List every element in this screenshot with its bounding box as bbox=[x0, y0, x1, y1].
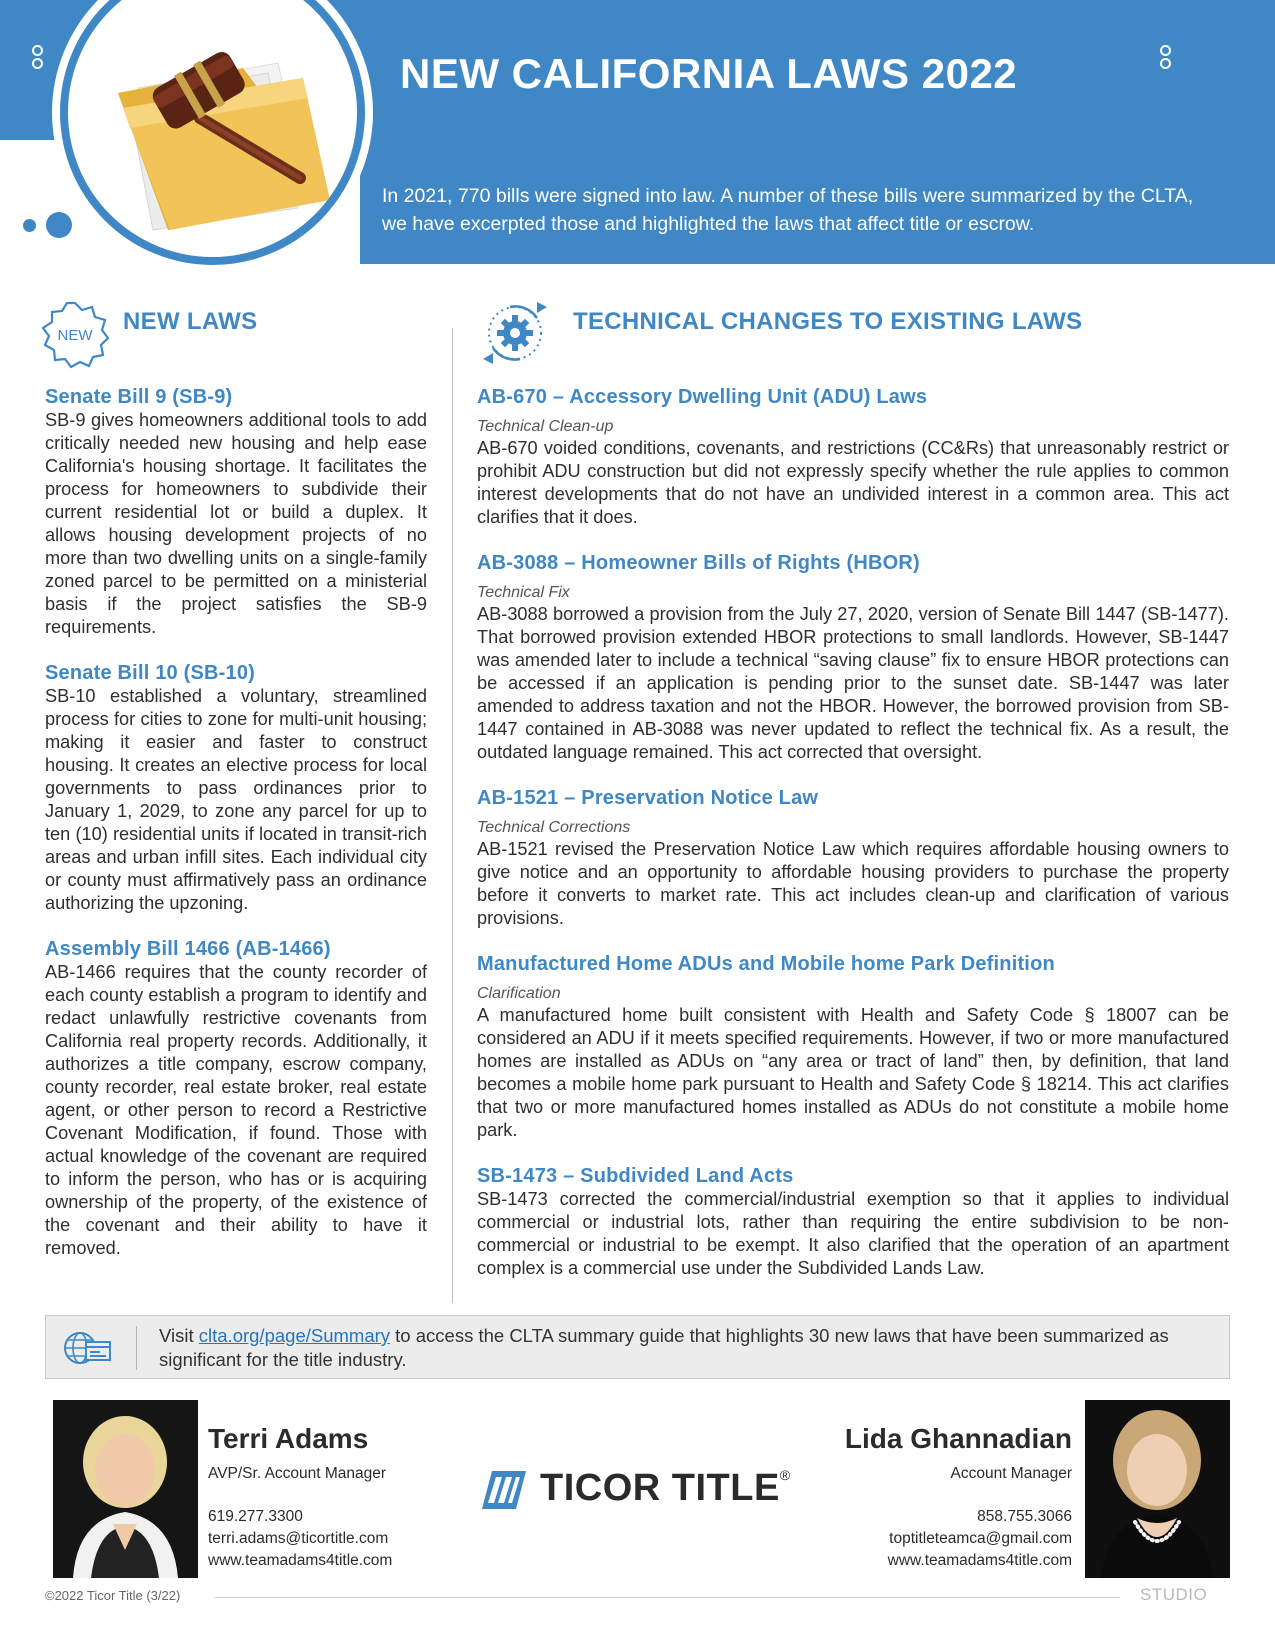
technical-changes-heading: TECHNICAL CHANGES TO EXISTING LAWS bbox=[573, 308, 1083, 335]
contact-phone-left: 619.277.3300 bbox=[208, 1508, 303, 1525]
studio-mark: STUDIO bbox=[1140, 1585, 1208, 1604]
contact-website-left[interactable]: www.teamadams4title.com bbox=[208, 1552, 393, 1569]
law-entry bbox=[477, 551, 1229, 764]
decor-ring bbox=[32, 45, 43, 56]
decor-ring bbox=[1160, 58, 1171, 69]
contact-name-left: Terri Adams bbox=[208, 1423, 369, 1454]
info-bar bbox=[45, 1315, 1230, 1379]
technical-changes-column bbox=[477, 385, 1229, 1302]
law-subtitle: Clarification bbox=[477, 985, 561, 1002]
decor-ring bbox=[32, 58, 43, 69]
info-suffix: to access the CLTA summary guide that highlights 30 new laws that have been summarized as significant for the title industry. bbox=[159, 1325, 1169, 1370]
footer-rule bbox=[215, 1597, 1120, 1598]
law-subtitle: Technical Fix bbox=[477, 584, 570, 601]
law-body: AB-3088 borrowed a provision from the July 27, 2020, version of Senate Bill 1447 (SB-1477). That borrowed provision extended HBOR protections to small landlords. However, SB-1447 was amended later to include a technical “saving clause” fix to ensure HBOR protections can be accessed if an application is pending prior to the sunset date. SB-1447 was later amended to address taxation and not the HBOR. However, the borrowed provision from SB-1447 contained in AB-3088 was never updated to reflect the technical fix. As a result, the outdated language remained. This act corrected that oversight. bbox=[477, 604, 1229, 762]
law-entry bbox=[45, 385, 427, 639]
law-body: SB-10 established a voluntary, streamlined process for cities to zone for multi-unit housing; making it easier and faster to construct housing. It creates an elective process for local governments to pass ordinances prior to January 1, 2029, to zone any parcel for up to ten (10) residential units if located in transit-rich areas and urban infill sites. Each individual city or county must affirmatively pass an ordinance authorizing the upzoning. bbox=[45, 686, 427, 913]
avatar-lida-ghannadian bbox=[1085, 1400, 1230, 1578]
decor-ring bbox=[1160, 45, 1171, 56]
law-entry bbox=[477, 1164, 1229, 1280]
law-body: SB-1473 corrected the commercial/industrial exemption so that it applies to individual commercial or industrial lots, rather than requiring the entire subdivision to be non-commercial or industrial to be exempt. It also clarified that the operation of an apartment complex is a commercial use under the Subdivided Lands Law. bbox=[477, 1189, 1229, 1278]
gear-cycle-icon bbox=[475, 293, 555, 373]
web-browser-icon bbox=[62, 1328, 112, 1368]
hero-image bbox=[60, 0, 365, 265]
portrait-icon bbox=[1085, 1400, 1230, 1578]
law-body: AB-1466 requires that the county recorder of each county establish a program to identify and redact unlawfully restrictive covenants from California real property records. Additionally, it authorizes a title company, escrow company, county recorder, real estate broker, real estate agent, or other person to record a Restrictive Covenant Modification, if found. Those with actual knowledge of the covenant are required to inform the person, who has or is acquiring ownership of the property, of the existence of the covenant and their ability to have it removed. bbox=[45, 962, 427, 1258]
logo-wordmark: TICOR TITLE bbox=[540, 1467, 780, 1509]
law-subtitle: Technical Clean-up bbox=[477, 418, 614, 435]
law-title: AB-1521 – Preservation Notice Law bbox=[477, 787, 819, 809]
law-entry bbox=[477, 786, 1229, 930]
law-title: Senate Bill 9 (SB-9) bbox=[45, 386, 233, 408]
law-title: Senate Bill 10 (SB-10) bbox=[45, 662, 256, 684]
info-separator bbox=[136, 1326, 137, 1370]
page-title: NEW CALIFORNIA LAWS 2022 bbox=[400, 50, 1018, 97]
logo-text bbox=[540, 1467, 791, 1510]
law-entry bbox=[45, 661, 427, 915]
new-badge-label: NEW bbox=[57, 327, 93, 344]
new-laws-column bbox=[45, 385, 427, 1282]
ticor-logo-mark-icon bbox=[478, 1465, 530, 1515]
copyright: ©2022 Ticor Title (3/22) bbox=[45, 1588, 181, 1603]
law-entry bbox=[45, 937, 427, 1260]
law-title: Assembly Bill 1466 (AB-1466) bbox=[45, 938, 331, 960]
avatar-terri-adams bbox=[53, 1400, 198, 1578]
gavel-folder-icon bbox=[68, 0, 358, 258]
new-badge-icon bbox=[40, 300, 110, 370]
law-title: AB-670 – Accessory Dwelling Unit (ADU) Laws bbox=[477, 386, 928, 408]
info-text bbox=[159, 1324, 1219, 1372]
law-title: SB-1473 – Subdivided Land Acts bbox=[477, 1165, 794, 1187]
intro-text: In 2021, 770 bills were signed into law. A number of these bills were summarized by the CLTA, we have excerpted those and highlighted the laws that affect title or escrow. bbox=[382, 185, 1194, 235]
contact-role-right: Account Manager bbox=[950, 1465, 1072, 1482]
ticor-title-logo bbox=[478, 1465, 791, 1515]
info-prefix: Visit bbox=[159, 1325, 199, 1346]
contact-email-right[interactable]: toptitleteamca@gmail.com bbox=[889, 1530, 1072, 1547]
clta-summary-link[interactable]: clta.org/page/Summary bbox=[198, 1325, 391, 1346]
contact-phone-right: 858.755.3066 bbox=[977, 1508, 1072, 1525]
contact-role-left: AVP/Sr. Account Manager bbox=[208, 1465, 387, 1482]
law-body: A manufactured home built consistent with Health and Safety Code § 18007 can be considered an ADU if it meets specified requirements. However, if two or more manufactured homes are installed as ADUs on “any area or tract of land” then, by definition, that land becomes a mobile home park pursuant to Health and Safety Code § 18214. This act clarifies that two or more manufactured homes installed as ADUs do not constitute a mobile home park. bbox=[477, 1005, 1229, 1140]
law-entry bbox=[477, 385, 1229, 529]
contact-email-left[interactable]: terri.adams@ticortitle.com bbox=[208, 1530, 389, 1547]
contact-website-right[interactable]: www.teamadams4title.com bbox=[887, 1552, 1072, 1569]
law-entry bbox=[477, 952, 1229, 1142]
law-body: AB-1521 revised the Preservation Notice Law which requires affordable housing owners to give notice and an opportunity to affordable housing providers to purchase the property before it converts to market rate. This act includes clean-up and clarification of various provisions. bbox=[477, 839, 1229, 928]
law-subtitle: Technical Corrections bbox=[477, 819, 631, 836]
law-title: Manufactured Home ADUs and Mobile home Park Definition bbox=[477, 953, 1055, 975]
portrait-icon bbox=[53, 1400, 198, 1578]
logo-registered-mark: ® bbox=[779, 1467, 791, 1483]
law-body: AB-670 voided conditions, covenants, and restrictions (CC&Rs) that unreasonably restrict or prohibit ADU construction but did not expressly specify whether the rule applies to common interest developments that do not have an undivided interest in a common area. This act clarifies that it does. bbox=[477, 438, 1229, 527]
law-body: SB-9 gives homeowners additional tools to add critically needed new housing and help ease California's housing shortage. It facilitates the process for homeowners to subdivide their current residential lot or build a duplex. It allows housing development projects of no more than two dwelling units on a single-family zoned parcel to be permitted on a ministerial basis if the project satisfies the SB-9 requirements. bbox=[45, 410, 427, 637]
decor-dot bbox=[23, 219, 36, 232]
new-laws-heading: NEW LAWS bbox=[123, 308, 258, 335]
column-divider bbox=[452, 328, 453, 1303]
contact-name-right: Lida Ghannadian bbox=[844, 1423, 1072, 1454]
law-title: AB-3088 – Homeowner Bills of Rights (HBOR) bbox=[477, 552, 920, 574]
